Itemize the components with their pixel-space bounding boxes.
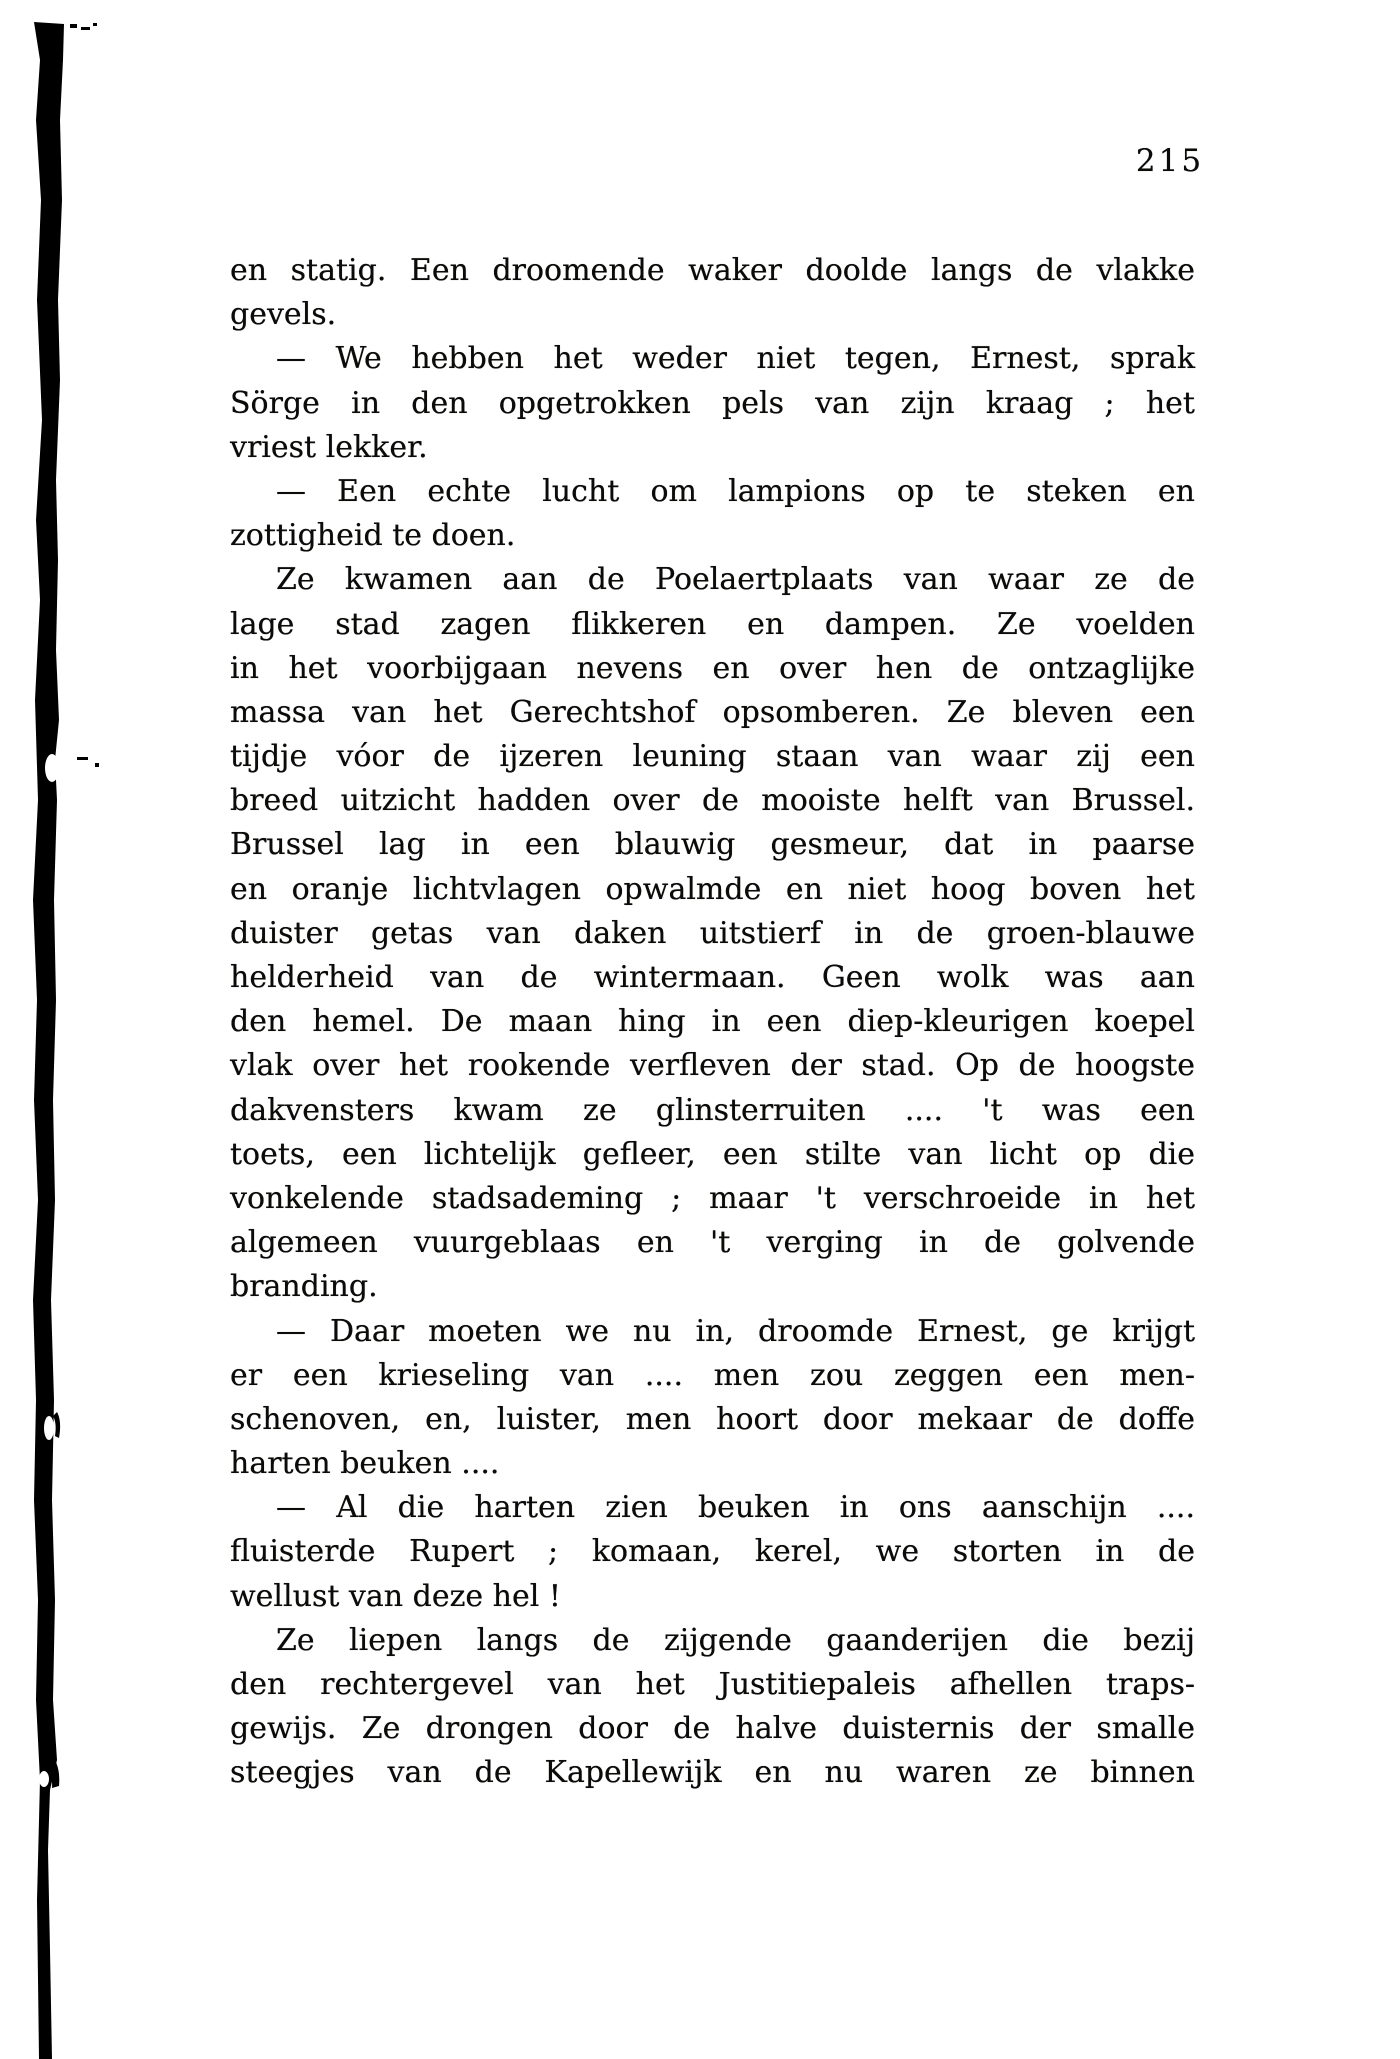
text-line: en oranje lichtvlagen opwalmde en niet hoog boven het (230, 871, 1195, 907)
scan-gutter-band (0, 0, 130, 2059)
text-line: vriest lekker. (230, 429, 428, 465)
text-line: tijdje vóor de ijzeren leuning staan van waar zij een (230, 739, 1195, 775)
text-line: gewijs. Ze drongen door de halve duisternis der smalle (230, 1711, 1195, 1747)
text-line: duister getas van daken uitstierf in de groen-blauwe (230, 915, 1195, 951)
text-line: branding. (230, 1269, 378, 1305)
text-line: Ze kwamen aan de Poelaertplaats van waar ze de (276, 562, 1195, 598)
text-line: helderheid van de wintermaan. Geen wolk was aan (230, 960, 1195, 995)
text-line: den rechtergevel van het Justitiepaleis afhellen traps- (230, 1667, 1195, 1702)
text-line: breed uitzicht hadden over de mooiste helft van Brussel. (230, 783, 1195, 819)
text-line: — Al die harten zien beuken in ons aanschijn .... (276, 1490, 1195, 1526)
text-line: toets, een lichtelijk gefleer, een stilte van licht op die (230, 1136, 1195, 1172)
page-number: 215 (1135, 143, 1205, 179)
text-line: Ze liepen langs de zijgende gaanderijen die bezij (276, 1622, 1195, 1658)
text-line: den hemel. De maan hing in een diep-kleurigen koepel (230, 1004, 1195, 1040)
text-line: Brussel lag in een blauwig gesmeur, dat in paarse (230, 827, 1195, 863)
text-line: — Een echte lucht om lampions op te steken en (276, 473, 1195, 509)
text-line: fluisterde Rupert ; komaan, kerel, we storten in de (230, 1534, 1195, 1570)
text-line: wellust van deze hel ! (230, 1578, 561, 1614)
text-line: in het voorbijgaan nevens en over hen de ontzaglijke (230, 650, 1195, 686)
text-line: en statig. Een droomende waker doolde langs de vlakke (230, 253, 1195, 288)
text-line: harten beuken .... (230, 1446, 500, 1482)
text-block (230, 249, 1195, 1796)
text-line: gevels. (230, 297, 337, 333)
text-line: dakvensters kwam ze glinsterruiten .... 't was een (230, 1092, 1195, 1128)
text-line: vlak over het rookende verfleven der stad. Op de hoogste (230, 1048, 1195, 1084)
text-line: — We hebben het weder niet tegen, Ernest, sprak (276, 341, 1195, 377)
text-line: steegjes van de Kapellewijk en nu waren ze binnen (230, 1755, 1195, 1791)
text-line: — Daar moeten we nu in, droomde Ernest, ge krijgt (276, 1313, 1195, 1349)
text-line: Sörge in den opgetrokken pels van zijn kraag ; het (230, 385, 1195, 421)
text-line: vonkelende stadsademing ; maar 't verschroeide in het (230, 1180, 1195, 1216)
text-line: zottigheid te doen. (230, 518, 516, 554)
text-line: massa van het Gerechtshof opsomberen. Ze bleven een (230, 694, 1195, 730)
text-line: schenoven, en, luister, men hoort door mekaar de doffe (230, 1401, 1195, 1437)
text-line: algemeen vuurgeblaas en 't verging in de golvende (230, 1225, 1195, 1261)
text-line: er een krieseling van .... men zou zeggen een men- (230, 1357, 1195, 1393)
text-line: lage stad zagen flikkeren en dampen. Ze voelden (230, 606, 1195, 642)
